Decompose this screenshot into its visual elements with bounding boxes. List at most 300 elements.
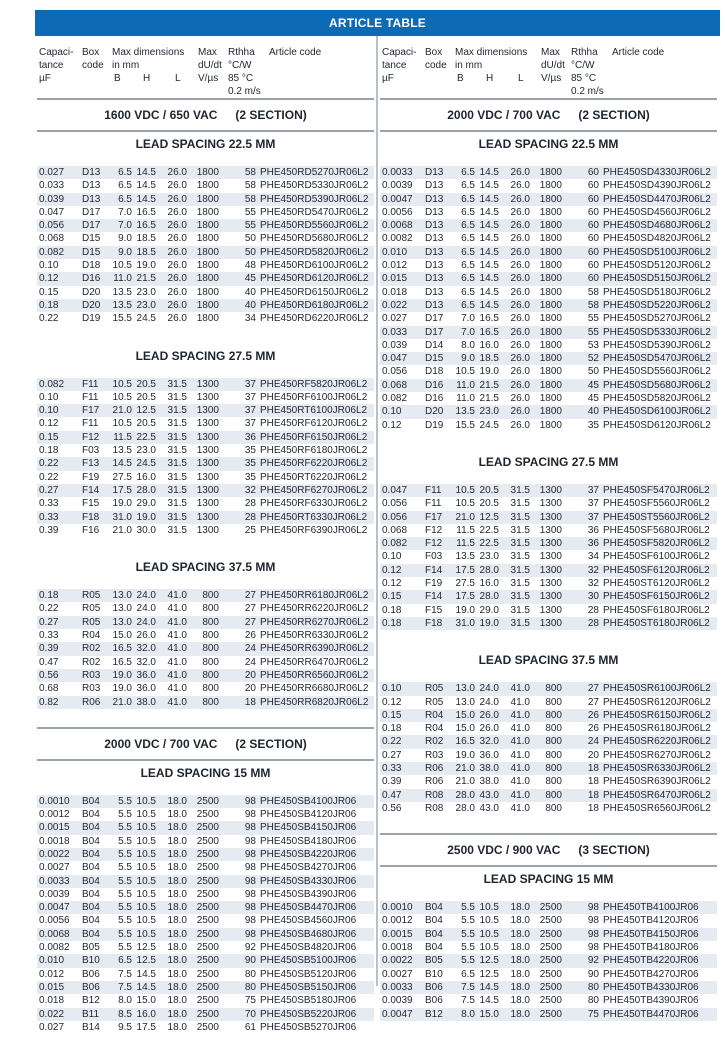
cell-dim-h: 36.0 xyxy=(479,749,499,761)
cell-capacitance: 0.047 xyxy=(39,206,65,218)
header-rthha: Rthha °C/W 85 °C 0.2 m/s xyxy=(228,47,261,97)
cell-box-code: R03 xyxy=(425,749,444,761)
cell-rthha: 18 xyxy=(587,776,599,788)
cell-max-dudt: 1800 xyxy=(539,299,562,311)
header-l: L xyxy=(518,73,524,84)
table-row xyxy=(380,484,717,497)
cell-article-code: PHE450RT6330JR06L2 xyxy=(260,511,368,523)
table-row xyxy=(380,954,717,967)
cell-article-code: PHE450RD6150JR06L2 xyxy=(260,286,369,298)
cell-dim-h: 10.5 xyxy=(479,928,499,940)
cell-article-code: PHE450SB4180JR06 xyxy=(260,835,357,847)
cell-max-dudt: 1800 xyxy=(539,167,562,178)
cell-article-code: PHE450RD5560JR06L2 xyxy=(260,220,369,232)
cell-dim-l: 31.5 xyxy=(167,418,187,430)
table-row xyxy=(380,339,717,352)
spacing-group xyxy=(37,589,374,709)
cell-dim-l: 31.5 xyxy=(510,524,530,536)
cell-article-code: PHE450SB4820JR06 xyxy=(260,942,357,954)
lead-spacing-header: LEAD SPACING 37.5 MM xyxy=(478,653,619,668)
cell-box-code: F14 xyxy=(82,484,100,496)
cell-dim-h: 23.0 xyxy=(136,445,156,457)
cell-dim-h: 14.5 xyxy=(479,246,499,258)
cell-dim-h: 24.0 xyxy=(136,616,156,628)
cell-capacitance: 0.15 xyxy=(39,286,59,298)
cell-dim-b: 16.5 xyxy=(112,656,132,668)
cell-capacitance: 0.0033 xyxy=(382,167,413,178)
cell-dim-b: 9.5 xyxy=(118,1021,132,1033)
cell-dim-l: 18.0 xyxy=(510,915,530,927)
cell-dim-b: 19.0 xyxy=(455,749,475,761)
cell-article-code: PHE450TB4120JR06 xyxy=(603,915,699,927)
cell-article-code: PHE450TB4180JR06 xyxy=(603,942,699,954)
cell-max-dudt: 1300 xyxy=(196,484,219,496)
cell-dim-b: 31.0 xyxy=(112,511,132,523)
cell-dim-h: 28.0 xyxy=(479,591,499,603)
cell-box-code: B04 xyxy=(82,848,100,860)
cell-capacitance: 0.0082 xyxy=(382,233,413,245)
table-row xyxy=(37,391,374,404)
cell-dim-b: 5.5 xyxy=(118,835,132,847)
table-row xyxy=(37,312,374,325)
table-row xyxy=(37,808,374,821)
cell-dim-l: 41.0 xyxy=(510,776,530,788)
cell-dim-b: 19.0 xyxy=(112,498,132,510)
cell-max-dudt: 2500 xyxy=(539,915,562,927)
cell-rthha: 24 xyxy=(244,656,256,668)
cell-max-dudt: 2500 xyxy=(539,928,562,940)
cell-dim-h: 23.0 xyxy=(479,406,499,418)
cell-box-code: F11 xyxy=(425,498,442,510)
cell-dim-l: 31.5 xyxy=(510,551,530,563)
table-row xyxy=(380,511,717,524)
cell-box-code: D13 xyxy=(425,220,444,232)
cell-dim-h: 24.0 xyxy=(479,683,499,695)
cell-article-code: PHE450RF6390JR06L2 xyxy=(260,524,368,536)
cell-box-code: B04 xyxy=(425,928,443,940)
cell-dim-h: 29.0 xyxy=(136,498,156,510)
cell-dim-l: 41.0 xyxy=(510,802,530,814)
cell-article-code: PHE450SB4680JR06 xyxy=(260,928,357,940)
cell-dim-b: 13.5 xyxy=(112,445,132,457)
cell-dim-h: 14.5 xyxy=(136,193,156,205)
cell-dim-l: 41.0 xyxy=(510,723,530,735)
cell-rthha: 50 xyxy=(244,233,256,245)
cell-capacitance: 0.10 xyxy=(39,260,59,272)
cell-capacitance: 0.10 xyxy=(382,406,402,418)
cell-max-dudt: 1300 xyxy=(539,524,562,536)
cell-dim-b: 11.5 xyxy=(456,538,475,550)
cell-box-code: D18 xyxy=(425,366,444,378)
cell-dim-h: 24.0 xyxy=(136,603,156,615)
table-row xyxy=(380,179,717,192)
cell-dim-h: 19.0 xyxy=(136,260,156,272)
cell-dim-h: 22.5 xyxy=(479,538,499,550)
right-table-body xyxy=(380,98,717,1021)
cell-capacitance: 0.22 xyxy=(39,458,59,470)
cell-dim-l: 31.5 xyxy=(510,564,530,576)
cell-dim-l: 41.0 xyxy=(167,590,187,602)
cell-dim-l: 18.0 xyxy=(167,995,187,1007)
cell-max-dudt: 2500 xyxy=(196,809,219,821)
table-row xyxy=(37,1021,374,1034)
cell-dim-l: 18.0 xyxy=(167,915,187,927)
cell-dim-l: 31.5 xyxy=(167,431,187,443)
cell-dim-b: 21.0 xyxy=(455,762,475,774)
cell-box-code: B04 xyxy=(82,875,100,887)
cell-dim-h: 36.0 xyxy=(136,683,156,695)
table-row xyxy=(37,954,374,967)
cell-box-code: B04 xyxy=(82,809,100,821)
cell-article-code: PHE450TB4390JR06 xyxy=(603,995,699,1007)
cell-capacitance: 0.022 xyxy=(382,299,408,311)
cell-article-code: PHE450SD5150JR06L2 xyxy=(603,273,711,285)
table-row xyxy=(37,179,374,192)
cell-dim-h: 14.5 xyxy=(136,180,156,192)
cell-box-code: D17 xyxy=(82,206,101,218)
cell-box-code: F18 xyxy=(82,511,100,523)
cell-dim-b: 7.5 xyxy=(118,968,132,980)
cell-article-code: PHE450ST6120JR06L2 xyxy=(603,578,710,590)
cell-article-code: PHE450SF6150JR06L2 xyxy=(603,591,710,603)
cell-box-code: R08 xyxy=(425,789,444,801)
cell-dim-l: 26.0 xyxy=(167,233,187,245)
table-row xyxy=(380,299,717,312)
cell-rthha: 80 xyxy=(244,968,256,980)
cell-max-dudt: 800 xyxy=(202,696,219,708)
cell-max-dudt: 2500 xyxy=(196,968,219,980)
cell-article-code: PHE450SR6100JR06L2 xyxy=(603,683,711,695)
cell-max-dudt: 1300 xyxy=(196,458,219,470)
cell-rthha: 90 xyxy=(587,968,599,980)
cell-capacitance: 0.015 xyxy=(382,273,408,285)
cell-max-dudt: 1800 xyxy=(196,206,219,218)
cell-box-code: F12 xyxy=(425,524,443,536)
cell-article-code: PHE450RF6270JR06L2 xyxy=(260,484,368,496)
cell-dim-h: 14.5 xyxy=(479,981,499,993)
cell-rthha: 60 xyxy=(587,180,599,192)
cell-dim-b: 5.5 xyxy=(461,942,475,954)
table-row xyxy=(37,524,374,537)
cell-article-code: PHE450SR6330JR06L2 xyxy=(603,762,711,774)
cell-capacitance: 0.10 xyxy=(382,551,402,563)
cell-capacitance: 0.33 xyxy=(39,511,59,523)
cell-dim-h: 12.5 xyxy=(136,405,156,417)
cell-dim-h: 28.0 xyxy=(479,564,499,576)
cell-box-code: B04 xyxy=(82,888,100,900)
cell-dim-b: 13.0 xyxy=(112,616,132,628)
cell-capacitance: 0.15 xyxy=(382,591,402,603)
cell-dim-l: 26.0 xyxy=(167,260,187,272)
table-row xyxy=(380,405,717,418)
cell-dim-l: 26.0 xyxy=(510,260,530,272)
cell-rthha: 98 xyxy=(244,795,256,807)
cell-dim-l: 26.0 xyxy=(510,233,530,245)
cell-rthha: 70 xyxy=(244,1008,256,1020)
cell-capacitance: 0.18 xyxy=(39,445,59,457)
cell-rthha: 35 xyxy=(587,419,599,431)
cell-box-code: B06 xyxy=(82,968,100,980)
cell-max-dudt: 1800 xyxy=(196,246,219,258)
cell-dim-l: 26.0 xyxy=(510,379,530,391)
cell-dim-b: 6.5 xyxy=(118,193,132,205)
cell-article-code: PHE450RD5270JR06L2 xyxy=(260,167,369,178)
cell-dim-b: 14.5 xyxy=(112,458,132,470)
table-row xyxy=(37,206,374,219)
cell-rthha: 92 xyxy=(244,942,256,954)
cell-capacitance: 0.0039 xyxy=(39,888,70,900)
cell-capacitance: 0.22 xyxy=(39,603,59,615)
cell-article-code: PHE450RD5390JR06L2 xyxy=(260,193,369,205)
cell-dim-h: 10.5 xyxy=(136,862,156,874)
cell-article-code: PHE450RT6220JR06L2 xyxy=(260,471,368,483)
cell-rthha: 37 xyxy=(244,405,256,417)
cell-dim-l: 18.0 xyxy=(167,888,187,900)
cell-dim-b: 6.5 xyxy=(461,167,475,178)
cell-dim-h: 16.0 xyxy=(136,1008,156,1020)
cell-box-code: R02 xyxy=(82,643,101,655)
cell-dim-b: 21.0 xyxy=(455,776,475,788)
cell-article-code: PHE450SR6150JR06L2 xyxy=(603,709,711,721)
cell-dim-l: 26.0 xyxy=(510,326,530,338)
header-article-code: Article code xyxy=(612,47,665,58)
cell-dim-b: 10.5 xyxy=(112,418,132,430)
cell-capacitance: 0.068 xyxy=(39,233,65,245)
cell-dim-h: 30.0 xyxy=(136,524,156,536)
cell-rthha: 80 xyxy=(587,995,599,1007)
cell-article-code: PHE450SD4820JR06L2 xyxy=(603,233,711,245)
cell-article-code: PHE450SB4120JR06 xyxy=(260,809,357,821)
cell-capacitance: 0.10 xyxy=(382,683,402,695)
cell-article-code: PHE450SD5100JR06L2 xyxy=(603,246,711,258)
cell-box-code: F15 xyxy=(425,604,443,616)
section-note: (2 SECTION) xyxy=(235,108,307,122)
cell-rthha: 30 xyxy=(587,591,599,603)
cell-dim-l: 31.5 xyxy=(167,524,187,536)
table-row xyxy=(380,419,717,432)
cell-dim-b: 15.0 xyxy=(455,723,475,735)
cell-dim-l: 41.0 xyxy=(167,616,187,628)
cell-rthha: 80 xyxy=(587,981,599,993)
cell-dim-b: 16.5 xyxy=(112,643,132,655)
cell-max-dudt: 1300 xyxy=(539,511,562,523)
table-row xyxy=(37,696,374,709)
cell-article-code: PHE450SD5820JR06L2 xyxy=(603,393,711,405)
cell-capacitance: 0.022 xyxy=(39,1008,65,1020)
cell-box-code: B04 xyxy=(82,835,100,847)
cell-box-code: B04 xyxy=(82,915,100,927)
cell-capacitance: 0.27 xyxy=(39,616,59,628)
cell-dim-l: 41.0 xyxy=(167,696,187,708)
cell-rthha: 98 xyxy=(244,915,256,927)
cell-dim-b: 13.0 xyxy=(112,603,132,615)
cell-dim-l: 41.0 xyxy=(167,683,187,695)
cell-max-dudt: 2500 xyxy=(196,928,219,940)
cell-article-code: PHE450RT6100JR06L2 xyxy=(260,405,368,417)
cell-rthha: 37 xyxy=(244,378,256,390)
cell-box-code: F14 xyxy=(425,591,443,603)
cell-article-code: PHE450TB4220JR06 xyxy=(603,955,699,967)
cell-rthha: 60 xyxy=(587,206,599,218)
cell-dim-b: 5.5 xyxy=(118,809,132,821)
cell-box-code: F14 xyxy=(425,564,443,576)
cell-box-code: D20 xyxy=(425,406,444,418)
lead-spacing-header: LEAD SPACING 27.5 MM xyxy=(478,454,619,469)
table-row xyxy=(380,564,717,577)
cell-article-code: PHE450SD5220JR06L2 xyxy=(603,299,711,311)
header-box-code: Box code xyxy=(425,47,447,71)
cell-dim-h: 14.5 xyxy=(479,220,499,232)
section-voltage: 2000 VDC / 700 VAC xyxy=(447,108,561,122)
cell-rthha: 61 xyxy=(244,1021,256,1033)
cell-dim-b: 16.5 xyxy=(455,736,475,748)
cell-dim-l: 41.0 xyxy=(510,762,530,774)
cell-article-code: PHE450RR6470JR06L2 xyxy=(260,656,369,668)
table-row xyxy=(380,722,717,735)
cell-dim-b: 7.5 xyxy=(461,981,475,993)
cell-capacitance: 0.82 xyxy=(39,696,59,708)
cell-article-code: PHE450RF6120JR06L2 xyxy=(260,418,368,430)
cell-dim-l: 18.0 xyxy=(510,942,530,954)
cell-dim-l: 18.0 xyxy=(167,848,187,860)
cell-rthha: 55 xyxy=(244,206,256,218)
table-row xyxy=(37,835,374,848)
cell-box-code: D15 xyxy=(425,353,444,365)
cell-max-dudt: 2500 xyxy=(196,1021,219,1033)
cell-rthha: 98 xyxy=(244,862,256,874)
cell-box-code: R04 xyxy=(425,723,444,735)
header-box-code: Box code xyxy=(82,47,104,71)
table-row xyxy=(37,404,374,417)
cell-box-code: D15 xyxy=(82,233,101,245)
cell-article-code: PHE450RF6150JR06L2 xyxy=(260,431,368,443)
cell-max-dudt: 800 xyxy=(202,643,219,655)
cell-dim-b: 13.0 xyxy=(455,683,475,695)
cell-dim-b: 10.5 xyxy=(455,498,475,510)
cell-dim-l: 18.0 xyxy=(510,1008,530,1020)
cell-dim-h: 20.5 xyxy=(136,378,156,390)
cell-dim-h: 16.5 xyxy=(479,313,499,325)
cell-dim-h: 14.5 xyxy=(479,273,499,285)
cell-capacitance: 0.22 xyxy=(39,471,59,483)
cell-box-code: B05 xyxy=(82,942,100,954)
cell-capacitance: 0.22 xyxy=(39,313,59,325)
cell-dim-b: 5.5 xyxy=(118,915,132,927)
cell-rthha: 24 xyxy=(244,643,256,655)
cell-article-code: PHE450RF5820JR06L2 xyxy=(260,378,368,390)
cell-capacitance: 0.082 xyxy=(382,538,408,550)
cell-rthha: 55 xyxy=(587,326,599,338)
cell-rthha: 90 xyxy=(244,955,256,967)
cell-article-code: PHE450TB4100JR06 xyxy=(603,902,699,914)
cell-box-code: F03 xyxy=(425,551,443,563)
right-table-column xyxy=(380,36,717,1039)
cell-dim-l: 18.0 xyxy=(167,795,187,807)
cell-article-code: PHE450SD5390JR06L2 xyxy=(603,339,711,351)
cell-box-code: D13 xyxy=(425,167,444,178)
header-max-dudt: Max dU/dt V/µs xyxy=(198,47,222,84)
cell-dim-h: 20.5 xyxy=(136,391,156,403)
cell-max-dudt: 1300 xyxy=(196,511,219,523)
cell-capacitance: 0.0012 xyxy=(382,915,413,927)
cell-box-code: B05 xyxy=(425,955,443,967)
cell-dim-l: 31.5 xyxy=(510,511,530,523)
cell-box-code: D13 xyxy=(82,193,101,205)
cell-dim-h: 21.5 xyxy=(479,393,499,405)
cell-dim-h: 24.5 xyxy=(136,313,156,325)
header-capacitance: Capaci- tance µF xyxy=(382,47,417,84)
cell-dim-b: 15.0 xyxy=(455,709,475,721)
cell-dim-l: 31.5 xyxy=(167,405,187,417)
cell-box-code: B04 xyxy=(425,915,443,927)
cell-max-dudt: 800 xyxy=(202,603,219,615)
cell-max-dudt: 1800 xyxy=(196,220,219,232)
cell-rthha: 55 xyxy=(587,313,599,325)
cell-max-dudt: 2500 xyxy=(539,942,562,954)
cell-dim-h: 14.5 xyxy=(479,193,499,205)
lead-spacing-header: LEAD SPACING 22.5 MM xyxy=(135,137,276,151)
cell-rthha: 35 xyxy=(244,471,256,483)
table-row xyxy=(37,471,374,484)
cell-dim-b: 5.5 xyxy=(461,928,475,940)
cell-capacitance: 0.33 xyxy=(382,762,402,774)
cell-max-dudt: 2500 xyxy=(539,995,562,1007)
cell-dim-h: 12.5 xyxy=(136,955,156,967)
cell-dim-l: 31.5 xyxy=(167,391,187,403)
spacing-group xyxy=(37,166,374,326)
table-row xyxy=(37,669,374,682)
table-row xyxy=(380,524,717,537)
cell-dim-l: 18.0 xyxy=(167,968,187,980)
cell-dim-h: 23.0 xyxy=(479,551,499,563)
cell-rthha: 98 xyxy=(587,915,599,927)
cell-box-code: B06 xyxy=(425,981,443,993)
cell-max-dudt: 1800 xyxy=(196,180,219,192)
cell-dim-b: 10.5 xyxy=(112,378,132,390)
cell-article-code: PHE450RD6120JR06L2 xyxy=(260,273,369,285)
cell-dim-l: 31.5 xyxy=(510,617,530,629)
cell-dim-l: 18.0 xyxy=(510,981,530,993)
spacing-group xyxy=(380,484,717,630)
cell-article-code: PHE450RR6820JR06L2 xyxy=(260,696,369,708)
cell-dim-b: 8.5 xyxy=(118,1008,132,1020)
cell-dim-b: 8.0 xyxy=(461,339,475,351)
table-row xyxy=(380,762,717,775)
cell-article-code: PHE450RR6270JR06L2 xyxy=(260,616,369,628)
cell-max-dudt: 1800 xyxy=(196,313,219,325)
cell-max-dudt: 1800 xyxy=(539,326,562,338)
cell-box-code: D13 xyxy=(425,286,444,298)
cell-article-code: PHE450SF5820JR06L2 xyxy=(603,538,710,550)
column-headers xyxy=(37,36,374,98)
cell-dim-b: 7.0 xyxy=(118,220,132,232)
cell-capacitance: 0.0047 xyxy=(382,193,413,205)
cell-dim-l: 26.0 xyxy=(510,220,530,232)
table-row xyxy=(380,1008,717,1021)
cell-rthha: 37 xyxy=(244,418,256,430)
cell-max-dudt: 1300 xyxy=(539,498,562,510)
cell-capacitance: 0.012 xyxy=(382,260,408,272)
cell-dim-b: 6.5 xyxy=(461,193,475,205)
cell-dim-h: 16.5 xyxy=(136,220,156,232)
cell-dim-b: 5.5 xyxy=(118,848,132,860)
cell-dim-b: 11.0 xyxy=(456,379,475,391)
cell-capacitance: 0.39 xyxy=(382,776,402,788)
cell-dim-b: 7.0 xyxy=(461,313,475,325)
cell-box-code: R06 xyxy=(425,762,444,774)
article-table-title: ARTICLE TABLE xyxy=(35,10,720,36)
cell-max-dudt: 1300 xyxy=(539,484,562,496)
